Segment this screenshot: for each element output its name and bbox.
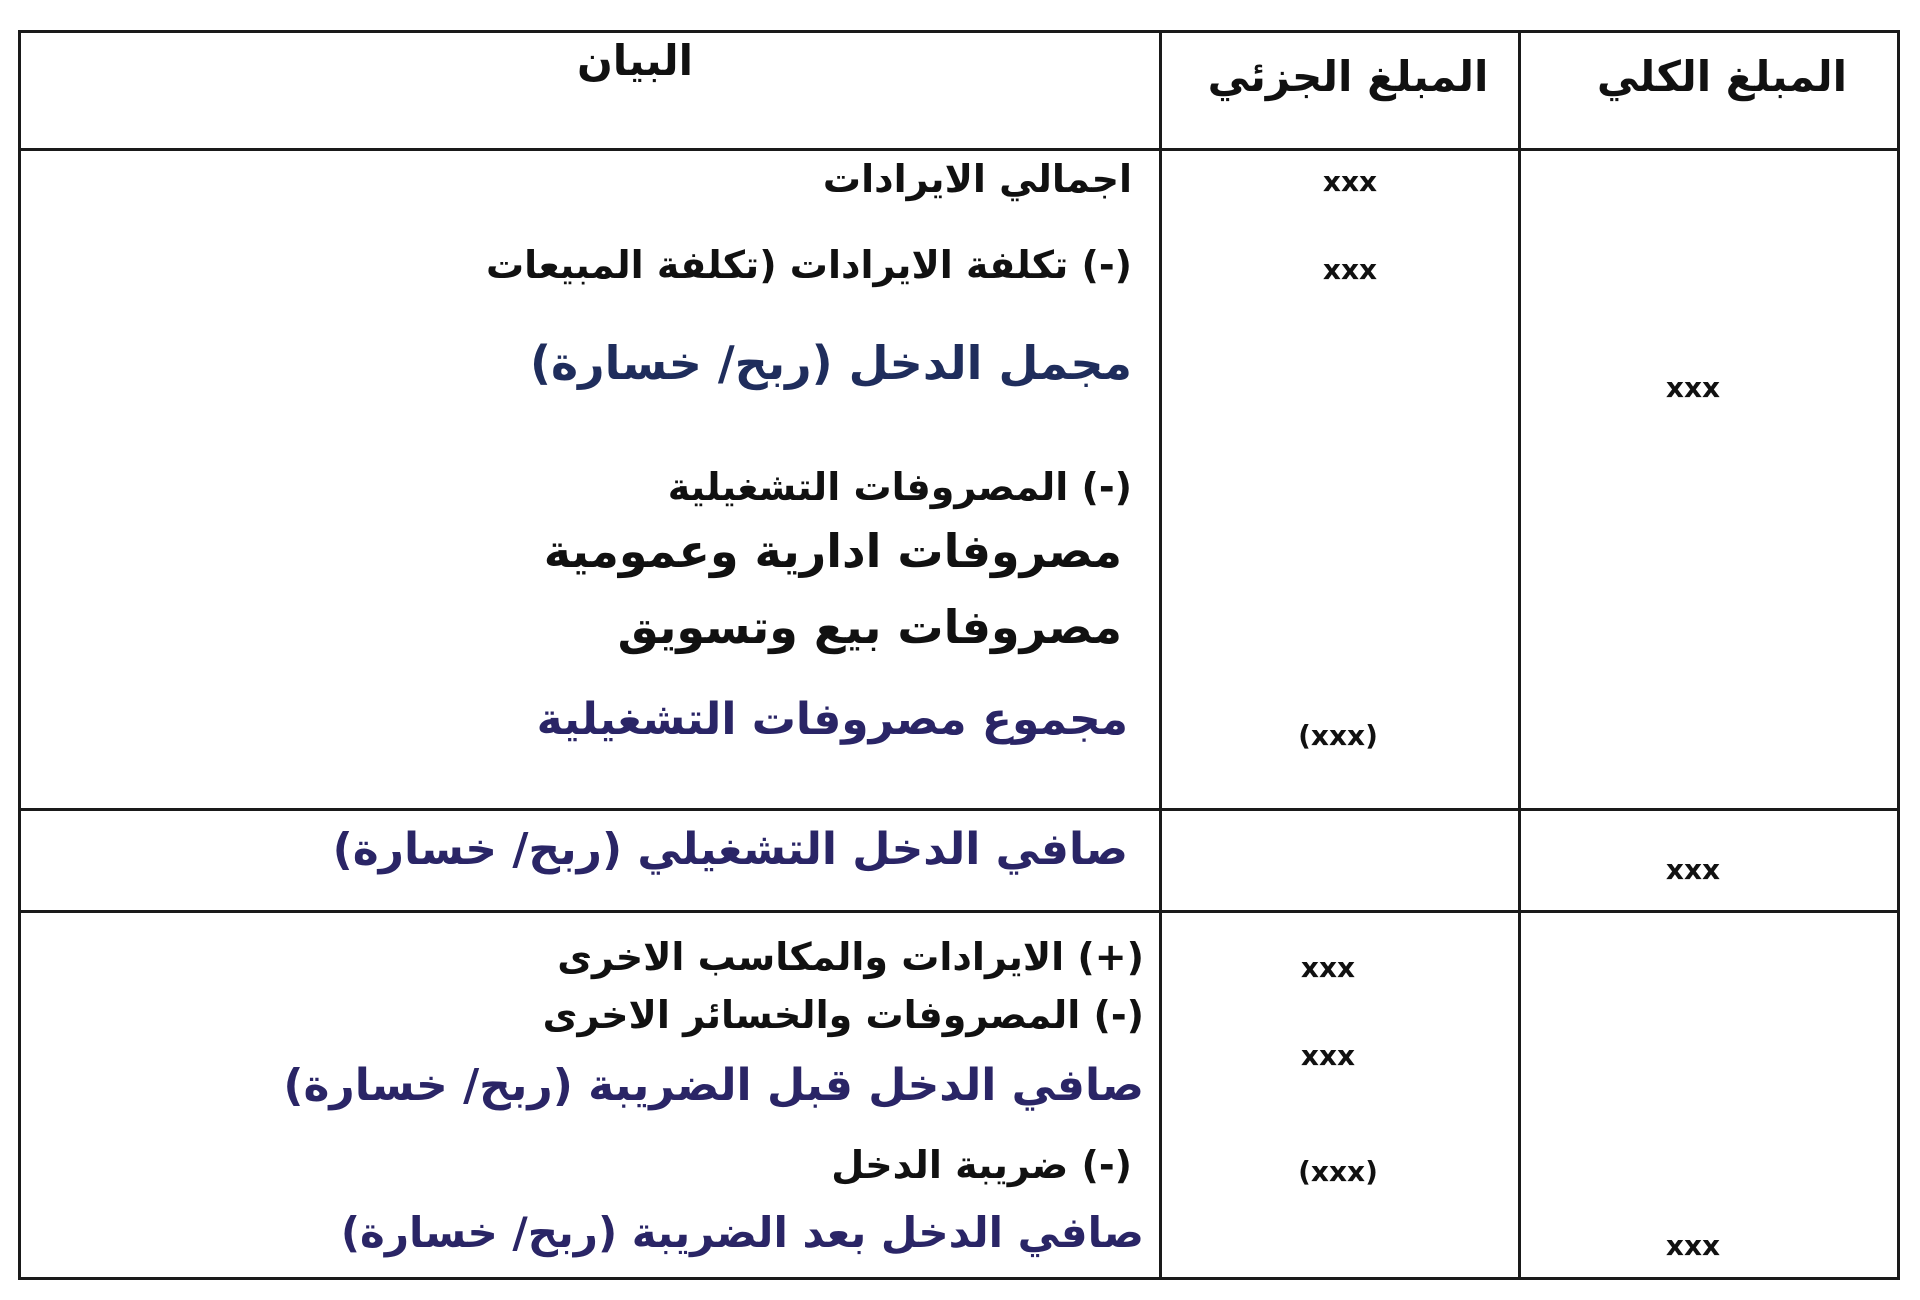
row-label-income-before-tax: صافي الدخل قبل الضريبة (ربح/ خسارة) <box>283 1060 1144 1111</box>
total-net-operating-income: xxx <box>1665 853 1721 886</box>
header-description: البيان <box>576 36 694 85</box>
table-border-left <box>18 30 21 1280</box>
total-income-after-tax: xxx <box>1665 1229 1721 1262</box>
column-divider-description <box>1159 30 1162 1280</box>
partial-total-revenue: xxx <box>1322 165 1378 198</box>
partial-other-revenues: xxx <box>1300 951 1356 984</box>
row-label-income-tax: (-) ضريبة الدخل <box>831 1143 1132 1187</box>
partial-total-operating-expenses: (xxx) <box>1298 719 1378 752</box>
total-gross-income: xxx <box>1665 371 1721 404</box>
row-label-total-revenue: اجمالي الايرادات <box>822 157 1132 201</box>
table-border-right <box>1897 30 1900 1280</box>
table-border-bottom <box>18 1277 1900 1280</box>
column-divider-partial <box>1518 30 1521 1280</box>
section-divider-1 <box>18 808 1900 811</box>
partial-income-tax: (xxx) <box>1298 1155 1378 1188</box>
row-label-selling-expenses: مصروفات بيع وتسويق <box>617 600 1122 654</box>
row-label-total-operating-expenses: مجموع مصروفات التشغيلية <box>536 694 1128 745</box>
partial-other-expenses: xxx <box>1300 1039 1356 1072</box>
section-divider-2 <box>18 910 1900 913</box>
row-label-operating-expenses: (-) المصروفات التشغيلية <box>667 465 1132 509</box>
row-label-other-expenses: (-) المصروفات والخسائر الاخرى <box>542 993 1144 1037</box>
row-label-admin-expenses: مصروفات ادارية وعمومية <box>543 524 1122 578</box>
table-border-top <box>18 30 1900 33</box>
header-divider <box>18 148 1900 151</box>
partial-cost-of-revenue: xxx <box>1322 253 1378 286</box>
header-total-amount: المبلغ الكلي <box>1596 52 1848 101</box>
row-label-income-after-tax: صافي الدخل بعد الضريبة (ربح/ خسارة) <box>340 1208 1144 1257</box>
row-label-net-operating-income: صافي الدخل التشغيلي (ربح/ خسارة) <box>332 824 1128 875</box>
row-label-gross-income: مجمل الدخل (ربح/ خسارة) <box>529 336 1132 390</box>
row-label-cost-of-revenue: (-) تكلفة الايرادات (تكلفة المبيعات <box>486 243 1132 287</box>
row-label-other-revenues: (+) الايرادات والمكاسب الاخرى <box>557 935 1144 979</box>
header-partial-amount: المبلغ الجزئي <box>1207 52 1489 101</box>
